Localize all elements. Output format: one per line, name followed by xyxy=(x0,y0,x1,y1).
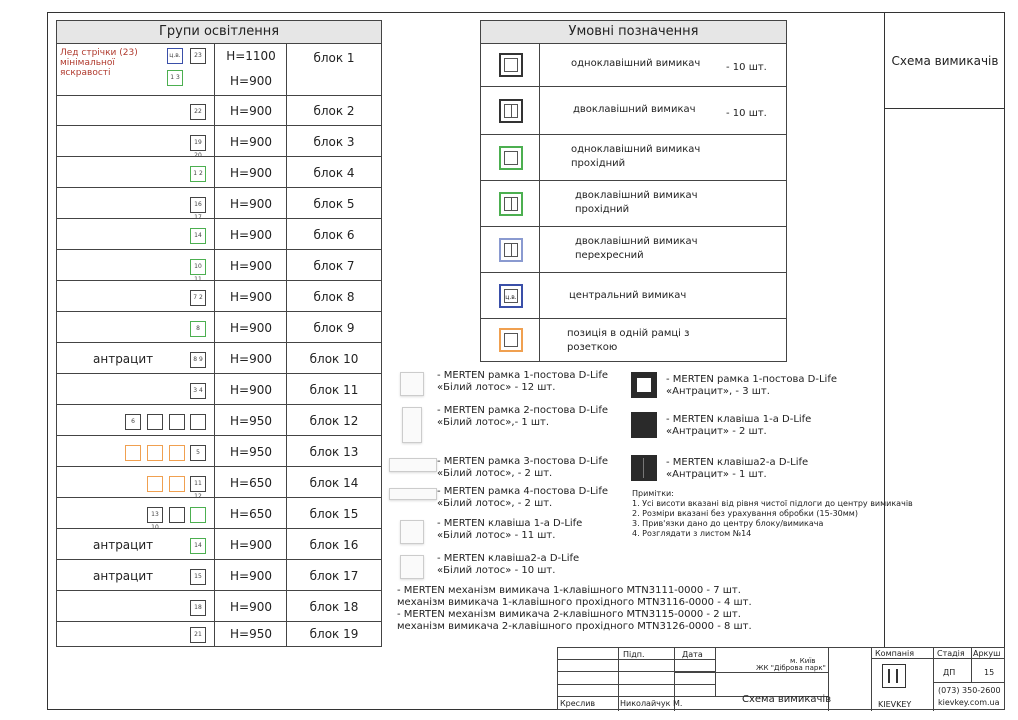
height-value: H=900 xyxy=(230,104,272,118)
height-value: H=900 xyxy=(230,259,272,273)
height-value: H=900 xyxy=(230,383,272,397)
switch-icon: 14 xyxy=(190,538,206,554)
block-name: блок 4 xyxy=(313,166,355,180)
height-value: H=900 xyxy=(230,74,272,88)
sign-label: Підп. xyxy=(623,650,645,659)
double-passthrough-switch-icon xyxy=(499,192,523,216)
switch-icon xyxy=(190,414,206,430)
switch-icon xyxy=(190,507,206,523)
double-switch-icon xyxy=(499,99,523,123)
table-row xyxy=(57,405,381,436)
legend-text: центральний вимикач xyxy=(569,290,687,301)
height-value: H=900 xyxy=(230,290,272,304)
height-value: H=900 xyxy=(230,197,272,211)
table-row xyxy=(57,343,381,374)
block-name: блок 12 xyxy=(309,414,359,428)
sheet-title-box xyxy=(884,12,1005,109)
table-row xyxy=(57,281,381,312)
table-row xyxy=(57,498,381,529)
height-value: H=900 xyxy=(230,538,272,552)
legend-text: двоклавішний вимикач прохідний xyxy=(575,190,698,215)
white-frame-icon xyxy=(400,372,424,396)
height-value: H=900 xyxy=(230,352,272,366)
double-cross-switch-icon xyxy=(499,238,523,262)
mechanism-item: - MERTEN механізм вимикача 1-клавішного MTN3111-0000 - 7 шт. xyxy=(397,585,741,596)
switch-icon xyxy=(147,476,163,492)
block-name: блок 8 xyxy=(313,290,355,304)
product-item: - MERTEN рамка 1-постова D-Life «Антрацит», - 3 шт. xyxy=(666,374,838,397)
switch-icon: 5 xyxy=(190,445,206,461)
row-label: антрацит xyxy=(93,352,154,366)
height-value: H=950 xyxy=(230,445,272,459)
legend-row xyxy=(481,135,786,181)
drawn-label: Креслив xyxy=(560,699,596,708)
mechanism-item: - MERTEN механізм вимикача 2-клавішного MTN3115-0000 - 2 шт. xyxy=(397,609,741,620)
height-value: H=650 xyxy=(230,476,272,490)
switch-icon: 1 2 xyxy=(190,166,206,182)
legend-count: - 10 шт. xyxy=(726,108,767,119)
note-item: 3. Прив'язки дано до центру блоку/вимикача xyxy=(632,519,824,528)
legend-row xyxy=(481,43,786,87)
height-value: H=650 xyxy=(230,507,272,521)
switch-icon: 22 xyxy=(190,104,206,120)
title-block xyxy=(557,647,1005,710)
product-item: - MERTEN клавіша 1-а D-Life «Білий лотос» - 11 шт. xyxy=(437,518,583,541)
block-name: блок 5 xyxy=(313,197,355,211)
product-item: - MERTEN клавіша 1-а D-Life «Антрацит» - 2 шт. xyxy=(666,414,812,437)
block-name: блок 3 xyxy=(313,135,355,149)
sheet-label: Аркуш xyxy=(973,649,1001,658)
height-value: H=950 xyxy=(230,627,272,641)
block-name: блок 14 xyxy=(309,476,359,490)
block-name: блок 18 xyxy=(309,600,359,614)
lighting-groups-table xyxy=(56,20,382,647)
mechanism-item: механізм вимикача 1-клавішного прохідного MTN3116-0000 - 4 шт. xyxy=(397,597,752,608)
note-item: 2. Розміри вказані без урахування обробки (15-30мм) xyxy=(632,509,858,518)
switch-icon xyxy=(147,445,163,461)
single-passthrough-switch-icon xyxy=(499,146,523,170)
legend-row xyxy=(481,181,786,227)
height-value: H=900 xyxy=(230,569,272,583)
switch-icon: 11 12 xyxy=(190,476,206,492)
table-row xyxy=(57,250,381,281)
block-name: блок 10 xyxy=(309,352,359,366)
table-row xyxy=(57,96,381,126)
switch-icon: 18 xyxy=(190,600,206,616)
company-phone: (073) 350-2600 xyxy=(938,686,1001,695)
stage-value: ДП xyxy=(943,668,956,677)
legend-row xyxy=(481,273,786,319)
frame-with-socket-icon xyxy=(499,328,523,352)
sheet-value: 15 xyxy=(984,668,995,677)
table-row xyxy=(57,529,381,560)
block-name: блок 9 xyxy=(313,321,355,335)
legend-text: позиція в одній рамці з розеткою xyxy=(567,328,690,353)
anthracite-frame-icon xyxy=(631,412,657,438)
switch-icon: 10 11 xyxy=(190,259,206,275)
date-label: Дата xyxy=(682,650,703,659)
drawn-name: Николайчук М. xyxy=(620,699,683,708)
legend-row xyxy=(481,319,786,361)
legend-text: двоклавішний вимикач перехресний xyxy=(575,236,698,261)
legend-count: - 10 шт. xyxy=(726,62,767,73)
product-item: - MERTEN рамка 1-постова D-Life «Білий лотос» - 12 шт. xyxy=(437,370,609,393)
notes-title: Примітки: xyxy=(632,489,674,498)
title-block-title: Схема вимикачів xyxy=(742,694,832,705)
block-name: блок 17 xyxy=(309,569,359,583)
table-row xyxy=(57,467,381,498)
table-row xyxy=(57,219,381,250)
white-frame-icon xyxy=(402,407,422,443)
block-name: блок 16 xyxy=(309,538,359,552)
product-item: - MERTEN клавіша2-а D-Life «Антрацит» - 1 шт. xyxy=(666,457,809,480)
white-frame-icon xyxy=(389,488,437,500)
switch-icon xyxy=(169,414,185,430)
legend-text: одноклавішний вимикач xyxy=(571,58,701,69)
table-row xyxy=(57,312,381,343)
mechanisms-list xyxy=(397,585,752,633)
legend-text: двоклавішний вимикач xyxy=(573,104,696,115)
table-row xyxy=(57,622,381,646)
table-row xyxy=(57,591,381,622)
legend-row xyxy=(481,87,786,135)
block-name: блок 15 xyxy=(309,507,359,521)
table-row xyxy=(57,188,381,219)
row-label: антрацит xyxy=(93,538,154,552)
block-name: блок 6 xyxy=(313,228,355,242)
switch-icon: 8 9 xyxy=(190,352,206,368)
product-item: - MERTEN рамка 4-постова D-Life «Білий лотос», - 2 шт. xyxy=(437,486,609,509)
note-item: 4. Розглядати з листом №14 xyxy=(632,529,752,538)
height-value: H=900 xyxy=(230,600,272,614)
sheet-title: Схема вимикачів xyxy=(891,54,999,68)
product-item: - MERTEN клавіша2-а D-Life «Білий лотос» - 10 шт. xyxy=(437,553,580,576)
white-frame-icon xyxy=(400,520,424,544)
row-label: Лед стрічки (23) мінімальної яскравості xyxy=(60,48,138,78)
legend-table xyxy=(480,20,787,362)
anthracite-frame-icon xyxy=(631,372,657,398)
table-row xyxy=(57,43,381,96)
legend-title: Умовні позначення xyxy=(481,21,786,44)
height-value: H=900 xyxy=(230,166,272,180)
block-name: блок 11 xyxy=(309,383,359,397)
block-name: блок 19 xyxy=(309,627,359,641)
lighting-groups-title: Групи освітлення xyxy=(57,21,381,44)
product-item: - MERTEN рамка 2-постова D-Life «Білий лотос»,- 1 шт. xyxy=(437,405,609,428)
table-row xyxy=(57,126,381,157)
block-name: блок 2 xyxy=(313,104,355,118)
block-name: блок 1 xyxy=(313,51,355,65)
height-value: H=950 xyxy=(230,414,272,428)
mechanism-item: механізм вимикача 2-клавішного прохідного MTN3126-0000 - 8 шт. xyxy=(397,621,752,632)
switch-icon xyxy=(169,507,185,523)
company-site: kievkey.com.ua xyxy=(938,698,1000,707)
switch-icon xyxy=(169,476,185,492)
switch-icon xyxy=(147,414,163,430)
block-name: блок 13 xyxy=(309,445,359,459)
switch-icon: 7 2 xyxy=(190,290,206,306)
switch-icon: 23 xyxy=(190,48,206,64)
table-row xyxy=(57,436,381,467)
legend-row xyxy=(481,227,786,273)
note-item: 1. Усі висоти вказані від рівня чистої підлоги до центру вимикачів xyxy=(632,499,913,508)
switch-icon: 21 xyxy=(190,627,206,643)
switch-icon: 6 xyxy=(125,414,141,430)
company-name: KIEVKEY xyxy=(878,700,912,709)
switch-icon: 8 xyxy=(190,321,206,337)
switch-icon: 13 10 xyxy=(147,507,163,523)
company-label: Компанія xyxy=(875,649,915,658)
central-switch-icon: ц.в. xyxy=(499,284,523,308)
height-value: H=900 xyxy=(230,228,272,242)
switch-icon xyxy=(125,445,141,461)
table-row xyxy=(57,374,381,405)
product-item: - MERTEN рамка 3-постова D-Life «Білий лотос», - 2 шт. xyxy=(437,456,609,479)
company-logo-icon xyxy=(882,664,906,688)
switch-icon: 19 20 xyxy=(190,135,206,151)
switch-icon: 3 4 xyxy=(190,383,206,399)
passthrough-switch-icon: 1 3 xyxy=(167,70,183,86)
table-row xyxy=(57,560,381,591)
block-name: блок 7 xyxy=(313,259,355,273)
table-row xyxy=(57,157,381,188)
notes xyxy=(632,489,913,539)
white-frame-icon xyxy=(389,458,437,472)
legend-text: одноклавішний вимикач прохідний xyxy=(571,144,701,169)
switch-icon: 14 xyxy=(190,228,206,244)
row-label: антрацит xyxy=(93,569,154,583)
single-switch-icon xyxy=(499,53,523,77)
switch-icon: 15 xyxy=(190,569,206,585)
stage-label: Стадія xyxy=(937,649,965,658)
switch-icon: 16 17 xyxy=(190,197,206,213)
height-value: H=1100 xyxy=(226,49,276,63)
height-value: H=900 xyxy=(230,321,272,335)
white-frame-icon xyxy=(400,555,424,579)
city: м. Київ xyxy=(790,657,816,665)
height-value: H=900 xyxy=(230,135,272,149)
anthracite-frame-icon xyxy=(631,455,657,481)
right-column-line xyxy=(884,109,885,647)
switch-icon xyxy=(169,445,185,461)
project-name: ЖК "Діброва парк" xyxy=(756,664,826,672)
central-switch-icon: ц.в. xyxy=(167,48,183,64)
